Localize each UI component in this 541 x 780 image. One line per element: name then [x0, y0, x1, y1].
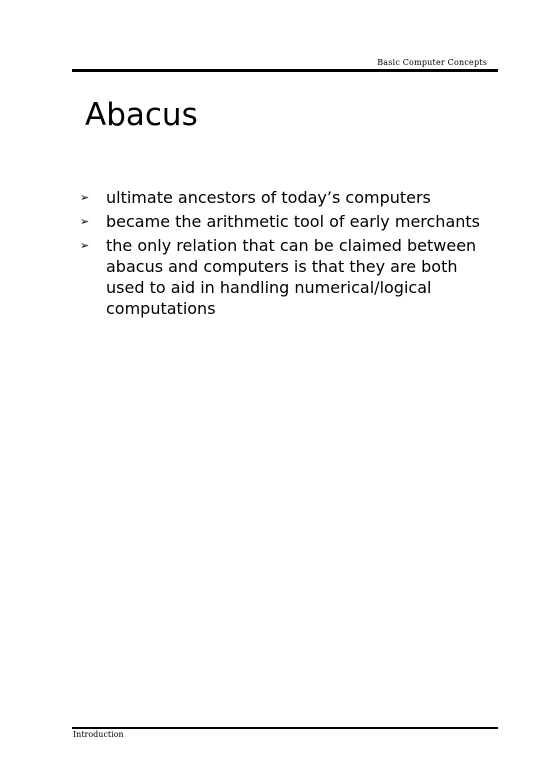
- list-item: [80, 211, 490, 232]
- list-item: [80, 187, 490, 208]
- arrow-bullet-icon: ➢: [80, 215, 90, 228]
- bullet-text: ultimate ancestors of today’s computers: [106, 188, 431, 207]
- bullet-list: [80, 187, 490, 322]
- header-divider: [72, 69, 498, 72]
- list-item: [80, 235, 490, 319]
- arrow-bullet-icon: ➢: [80, 191, 90, 204]
- arrow-bullet-icon: ➢: [80, 239, 90, 252]
- page-title: Abacus: [85, 97, 198, 133]
- running-header: Basic Computer Concepts: [377, 58, 487, 67]
- footer-divider: [72, 727, 498, 729]
- bullet-text: became the arithmetic tool of early merchants: [106, 212, 480, 231]
- bullet-text: the only relation that can be claimed between abacus and computers is that they are both used to aid in handling numerical/logical computations: [106, 236, 477, 318]
- running-footer: Introduction: [73, 730, 124, 739]
